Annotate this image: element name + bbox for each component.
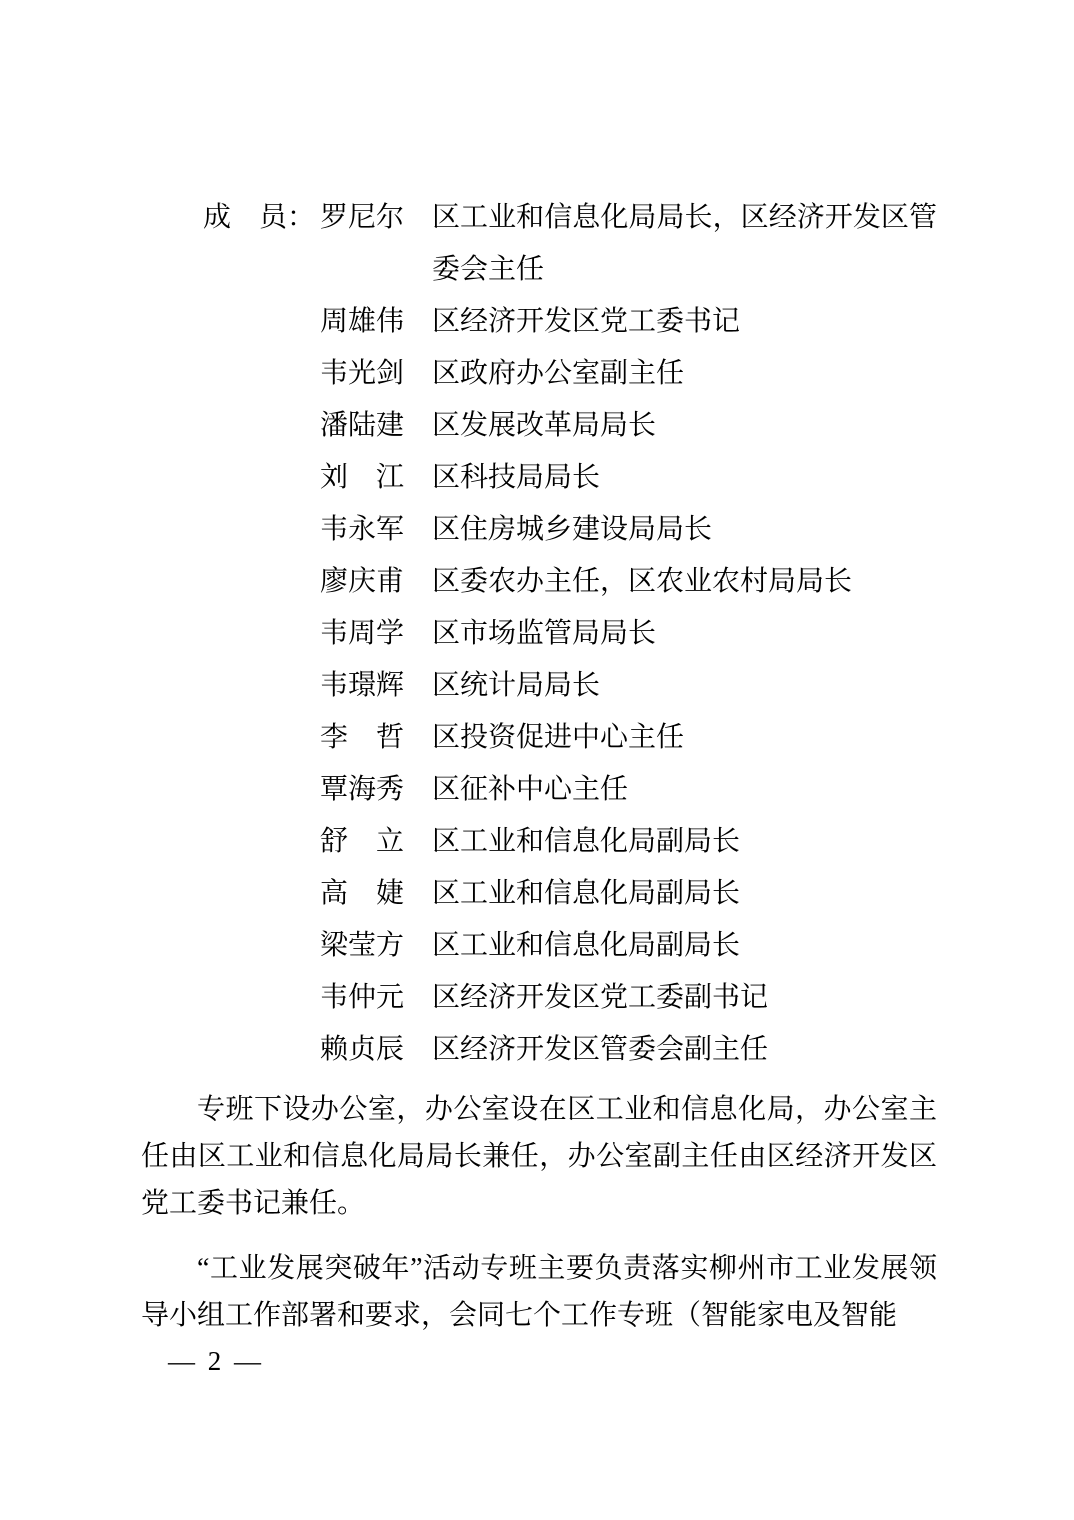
member-title: 区市场监管局局长 (432, 618, 657, 649)
member-name: 高 婕 (320, 878, 405, 909)
member-title: 区工业和信息化局副局长 (432, 826, 741, 857)
member-title: 区科技局局长 (432, 462, 601, 493)
member-title: 区工业和信息化局局长，区经济开发区管委会主任 (432, 202, 937, 285)
member-row (141, 1024, 937, 1076)
member-row (141, 452, 937, 504)
member-name: 李 哲 (320, 722, 405, 753)
member-name: 韦璟辉 (320, 670, 405, 701)
member-title: 区工业和信息化局副局长 (432, 878, 741, 909)
member-title: 区委农办主任，区农业农村局局长 (432, 566, 853, 597)
member-row (141, 608, 937, 660)
member-name: 韦永军 (320, 514, 405, 545)
member-row (141, 816, 937, 868)
member-name: 梁莹方 (320, 930, 405, 961)
member-name: 罗尼尔 (320, 202, 405, 233)
member-row (141, 348, 937, 400)
member-name: 周雄伟 (320, 306, 405, 337)
member-name: 潘陆建 (320, 410, 405, 441)
member-list (141, 192, 937, 1076)
member-row (141, 868, 937, 920)
member-name: 廖庆甫 (320, 566, 405, 597)
member-title: 区经济开发区党工委书记 (432, 306, 741, 337)
member-title: 区征补中心主任 (432, 774, 629, 805)
member-name: 覃海秀 (320, 774, 405, 805)
member-name: 赖贞辰 (320, 1034, 405, 1065)
body-paragraph: “工业发展突破年”活动专班主要负责落实柳州市工业发展领导小组工作部署和要求，会同七个工作专班（智能家电及智能 (141, 1253, 937, 1331)
member-title: 区政府办公室副主任 (432, 358, 685, 389)
member-row (141, 556, 937, 608)
member-row (141, 660, 937, 712)
page-number: — 2 — (168, 1346, 264, 1376)
member-name: 舒 立 (320, 826, 405, 857)
document-content (141, 192, 937, 1357)
member-title: 区统计局局长 (432, 670, 601, 701)
members-label: 成 员： (203, 202, 316, 233)
member-row (141, 400, 937, 452)
member-title: 区住房城乡建设局局长 (432, 514, 713, 545)
member-name: 刘 江 (320, 462, 405, 493)
member-title: 区工业和信息化局副局长 (432, 930, 741, 961)
member-name: 韦仲元 (320, 982, 405, 1013)
member-row (141, 712, 937, 764)
member-name: 韦光剑 (320, 358, 405, 389)
member-name: 韦周学 (320, 618, 405, 649)
body-paragraph: 专班下设办公室，办公室设在区工业和信息化局，办公室主任由区工业和信息化局局长兼任，办公室副主任由区经济开发区党工委书记兼任。 (141, 1094, 937, 1219)
member-row (141, 504, 937, 556)
member-row (141, 920, 937, 972)
member-title: 区经济开发区管委会副主任 (432, 1034, 769, 1065)
member-row (141, 296, 937, 348)
member-title: 区发展改革局局长 (432, 410, 657, 441)
member-title: 区投资促进中心主任 (432, 722, 685, 753)
paragraphs (141, 1086, 937, 1339)
member-row (141, 764, 937, 816)
member-row (141, 972, 937, 1024)
member-title: 区经济开发区党工委副书记 (432, 982, 769, 1013)
